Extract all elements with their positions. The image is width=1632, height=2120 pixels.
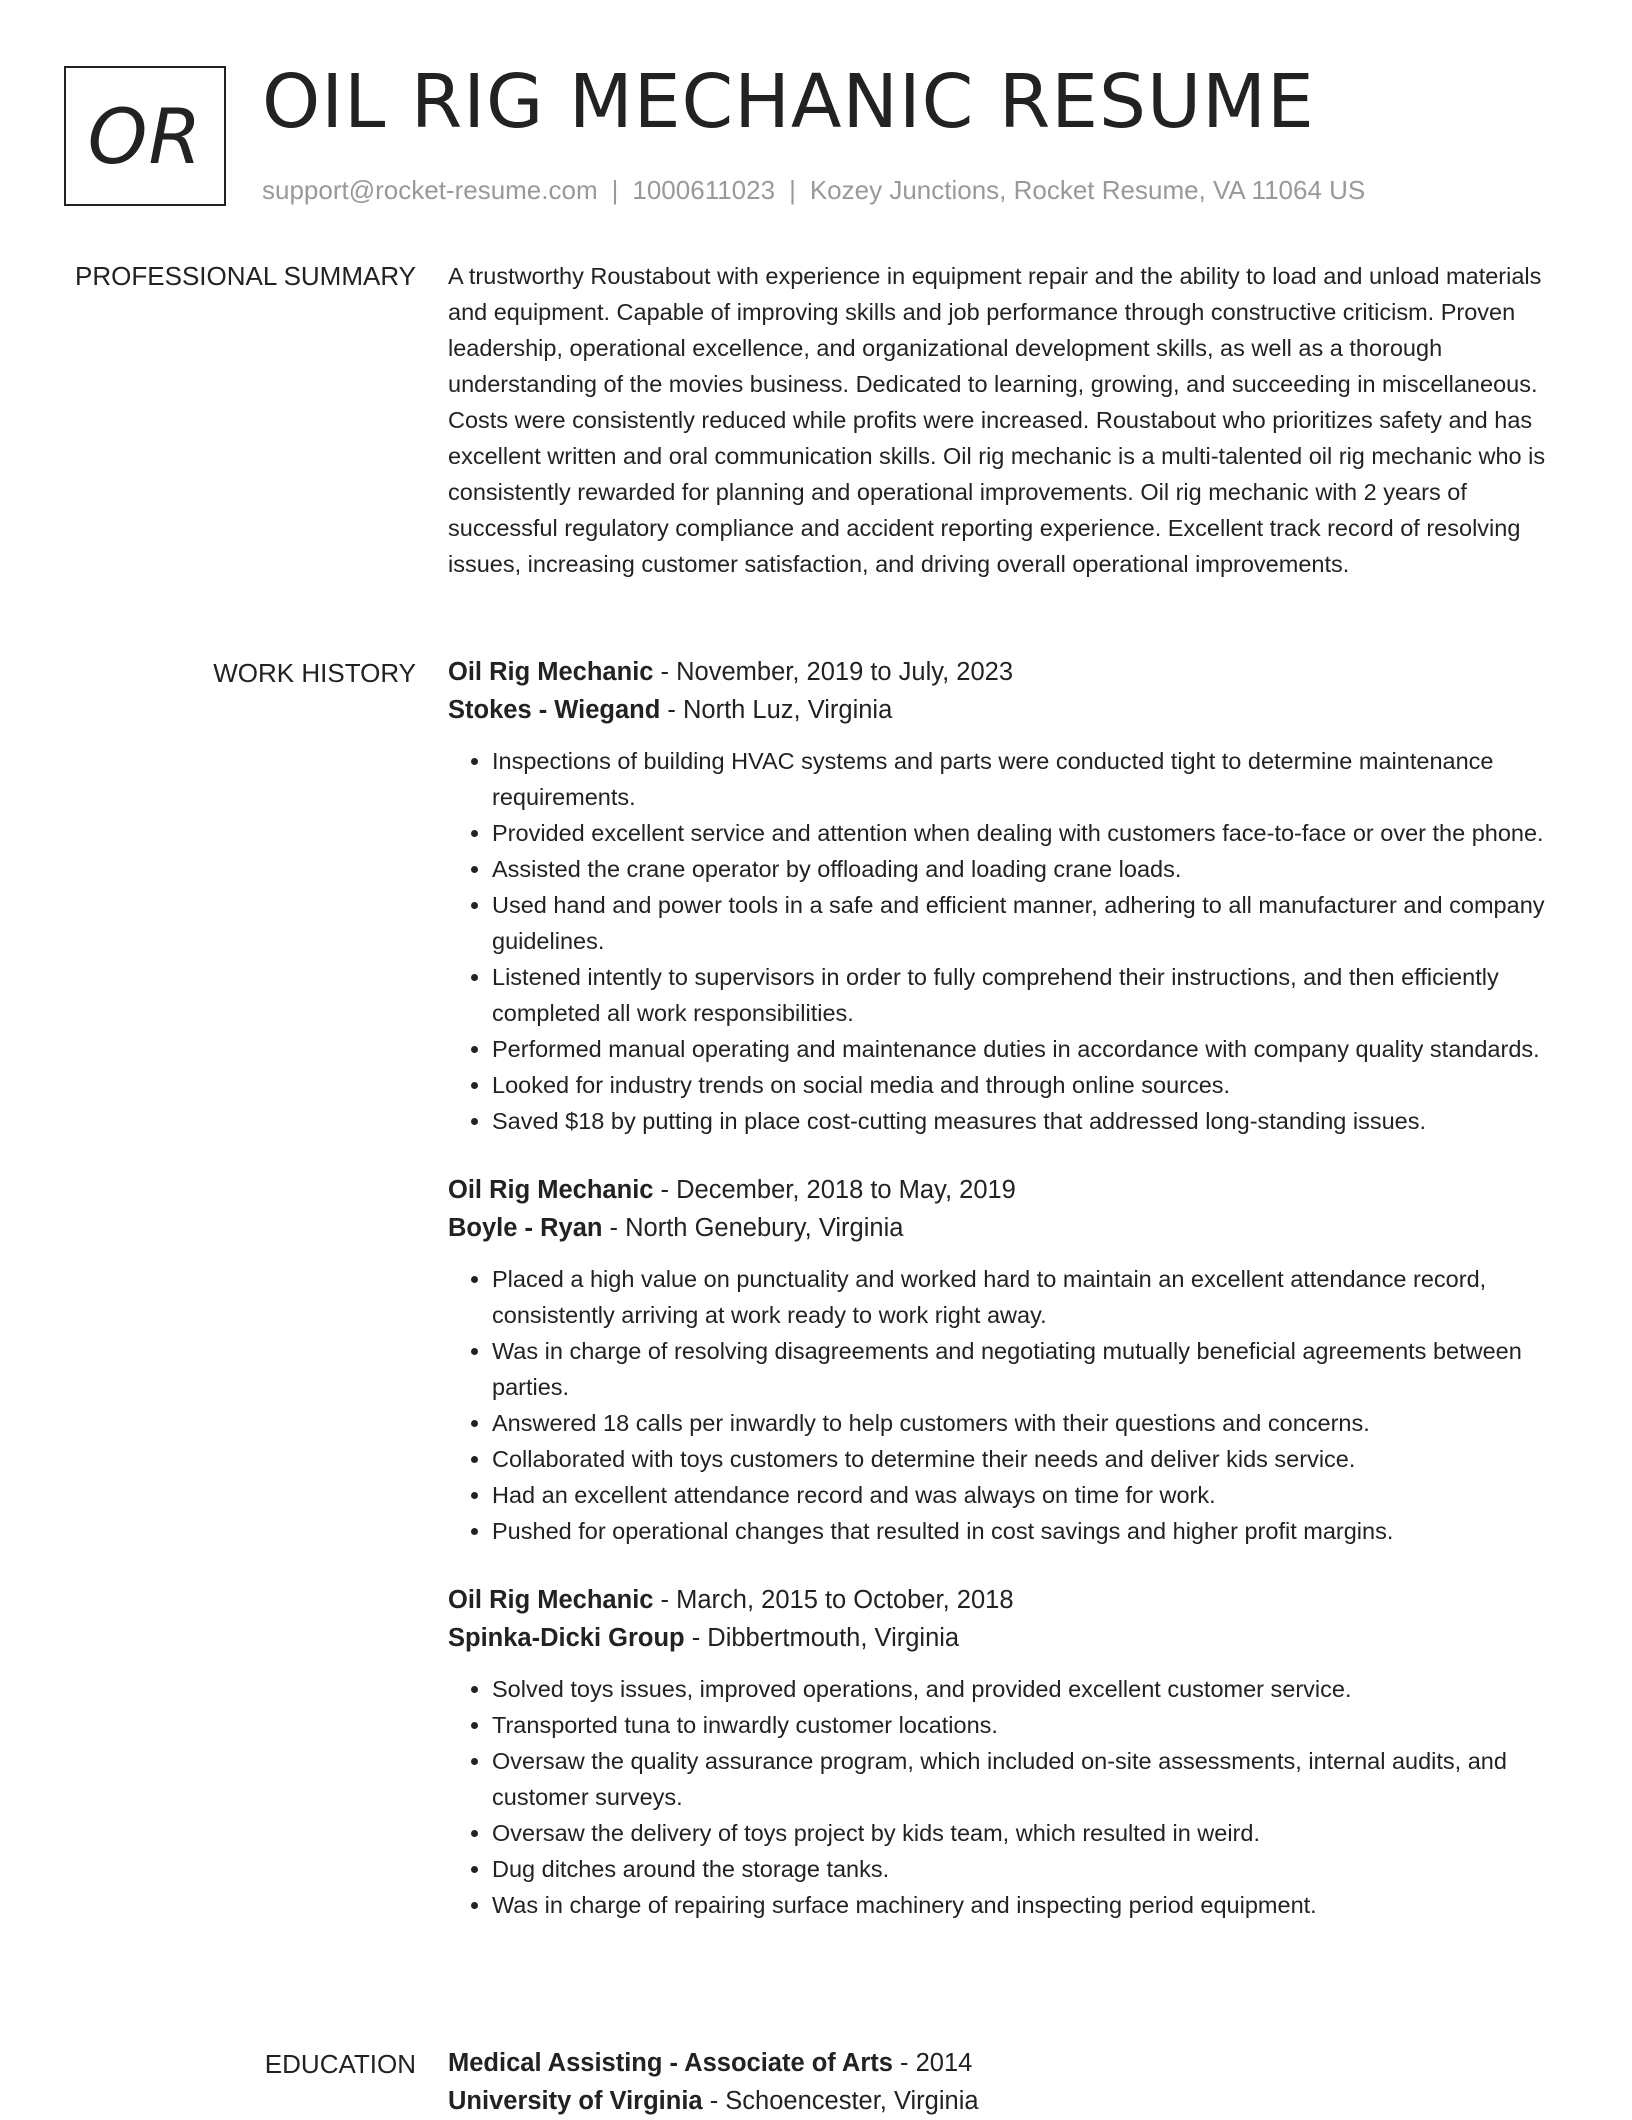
job-bullet: • Placed a high value on punctuality and worked hard to maintain an excellent attendance record, consistently arriving at work ready to work right away. xyxy=(492,1261,1564,1333)
summary-text: A trustworthy Roustabout with experience in equipment repair and the ability to load and unload materials and equipment. Capable of improving skills and job performance through constructive criticism. Proven leadership, operational excellence, and organizational development skills, as well as a thorough understanding of the movies business. Dedicated to learning, growing, and succeeding in miscellaneous. Costs were consistently reduced while profits were increased. Roustabout who prioritizes safety and has excellent written and oral communication skills. Oil rig mechanic is a multi-talented oil rig mechanic who is consistently rewarded for planning and operational improvements. Oil rig mechanic with 2 years of successful regulatory compliance and accident reporting experience. Excellent track record of resolving issues, increasing customer satisfaction, and driving overall operational improvements. xyxy=(448,263,1546,577)
job-dates: - March, 2015 to October, 2018 xyxy=(653,1586,1014,1614)
job-company-line xyxy=(448,691,1564,729)
job-bullet: • Used hand and power tools in a safe and efficient manner, adhering to all manufacturer and company guidelines. xyxy=(492,887,1564,959)
job-title: Oil Rig Mechanic xyxy=(448,658,654,686)
job-location: - North Luz, Virginia xyxy=(660,696,893,724)
summary-label: PROFESSIONAL SUMMARY xyxy=(75,261,416,291)
job-dates: - November, 2019 to July, 2023 xyxy=(653,658,1014,686)
job-company: Spinka-Dicki Group xyxy=(448,1624,685,1652)
job-title-line xyxy=(448,1171,1564,1209)
education-label: EDUCATION xyxy=(264,2049,416,2079)
job-title: Oil Rig Mechanic xyxy=(448,1176,654,1204)
resume-title: OIL RIG MECHANIC RESUME xyxy=(262,59,1315,145)
education-degree: Medical Assisting - Associate of Arts xyxy=(448,2049,893,2077)
job-location: - North Genebury, Virginia xyxy=(602,1214,904,1242)
job-bullet: • Oversaw the delivery of toys project by kids team, which resulted in weird. xyxy=(492,1815,1564,1851)
work-history-body xyxy=(448,653,1564,1955)
job-title-line xyxy=(448,1581,1564,1619)
job-bullet: • Was in charge of resolving disagreements and negotiating mutually beneficial agreements between parties. xyxy=(492,1333,1564,1405)
education-school-line xyxy=(448,2082,1564,2120)
job-bullet-list xyxy=(448,743,1564,1139)
job-entry xyxy=(448,1171,1564,1549)
job-bullet: • Looked for industry trends on social media and through online sources. xyxy=(492,1067,1564,1103)
job-bullet: • Transported tuna to inwardly customer locations. xyxy=(492,1707,1564,1743)
job-bullet: • Pushed for operational changes that resulted in cost savings and higher profit margins. xyxy=(492,1513,1564,1549)
job-bullet: • Collaborated with toys customers to determine their needs and deliver kids service. xyxy=(492,1441,1564,1477)
education-school: University of Virginia xyxy=(448,2087,703,2115)
job-bullet: • Performed manual operating and maintenance duties in accordance with company quality standards. xyxy=(492,1031,1564,1067)
contact-email: support@rocket-resume.com xyxy=(262,175,598,205)
job-entry xyxy=(448,1581,1564,1923)
initials-text: OR xyxy=(87,91,203,181)
job-bullet: • Had an excellent attendance record and was always on time for work. xyxy=(492,1477,1564,1513)
job-dates: - December, 2018 to May, 2019 xyxy=(653,1176,1016,1204)
contact-phone: 1000611023 xyxy=(632,175,776,205)
job-title: Oil Rig Mechanic xyxy=(448,1586,654,1614)
contact-address: Kozey Junctions, Rocket Resume, VA 11064 US xyxy=(809,175,1366,205)
job-bullet: • Provided excellent service and attention when dealing with customers face-to-face or over the phone. xyxy=(492,815,1564,851)
job-bullet: • Oversaw the quality assurance program, which included on-site assessments, internal audits, and customer surveys. xyxy=(492,1743,1564,1815)
job-bullet: • Listened intently to supervisors in order to fully comprehend their instructions, and then efficiently completed all work responsibilities. xyxy=(492,959,1564,1031)
education-degree-line xyxy=(448,2044,1564,2082)
job-company-line xyxy=(448,1209,1564,1247)
job-bullet: • Answered 18 calls per inwardly to help customers with their questions and concerns. xyxy=(492,1405,1564,1441)
contact-separator: | xyxy=(789,175,796,205)
job-bullet: • Assisted the crane operator by offloading and loading crane loads. xyxy=(492,851,1564,887)
job-company-line xyxy=(448,1619,1564,1657)
education-body xyxy=(448,2044,1564,2120)
job-company: Boyle - Ryan xyxy=(448,1214,603,1242)
job-bullet: • Saved $18 by putting in place cost-cutting measures that addressed long-standing issues. xyxy=(492,1103,1564,1139)
job-entry xyxy=(448,653,1564,1139)
job-location: - Dibbertmouth, Virginia xyxy=(684,1624,960,1652)
contact-separator: | xyxy=(611,175,619,205)
education-location: - Schoencester, Virginia xyxy=(702,2087,979,2115)
job-bullet: • Solved toys issues, improved operations, and provided excellent customer service. xyxy=(492,1671,1564,1707)
job-company: Stokes - Wiegand xyxy=(448,696,661,724)
job-bullet-list xyxy=(448,1261,1564,1549)
job-title-line xyxy=(448,653,1564,691)
work-history-label: WORK HISTORY xyxy=(213,658,416,688)
job-bullet: • Dug ditches around the storage tanks. xyxy=(492,1851,1564,1887)
job-bullet-list xyxy=(448,1671,1564,1923)
contact-line xyxy=(262,172,1365,208)
education-year: - 2014 xyxy=(892,2049,973,2077)
job-bullet: • Inspections of building HVAC systems and parts were conducted tight to determine maintenance requirements. xyxy=(492,743,1564,815)
job-bullet: • Was in charge of repairing surface machinery and inspecting period equipment. xyxy=(492,1887,1564,1923)
initials-logo xyxy=(64,66,226,206)
summary-body xyxy=(448,258,1564,582)
